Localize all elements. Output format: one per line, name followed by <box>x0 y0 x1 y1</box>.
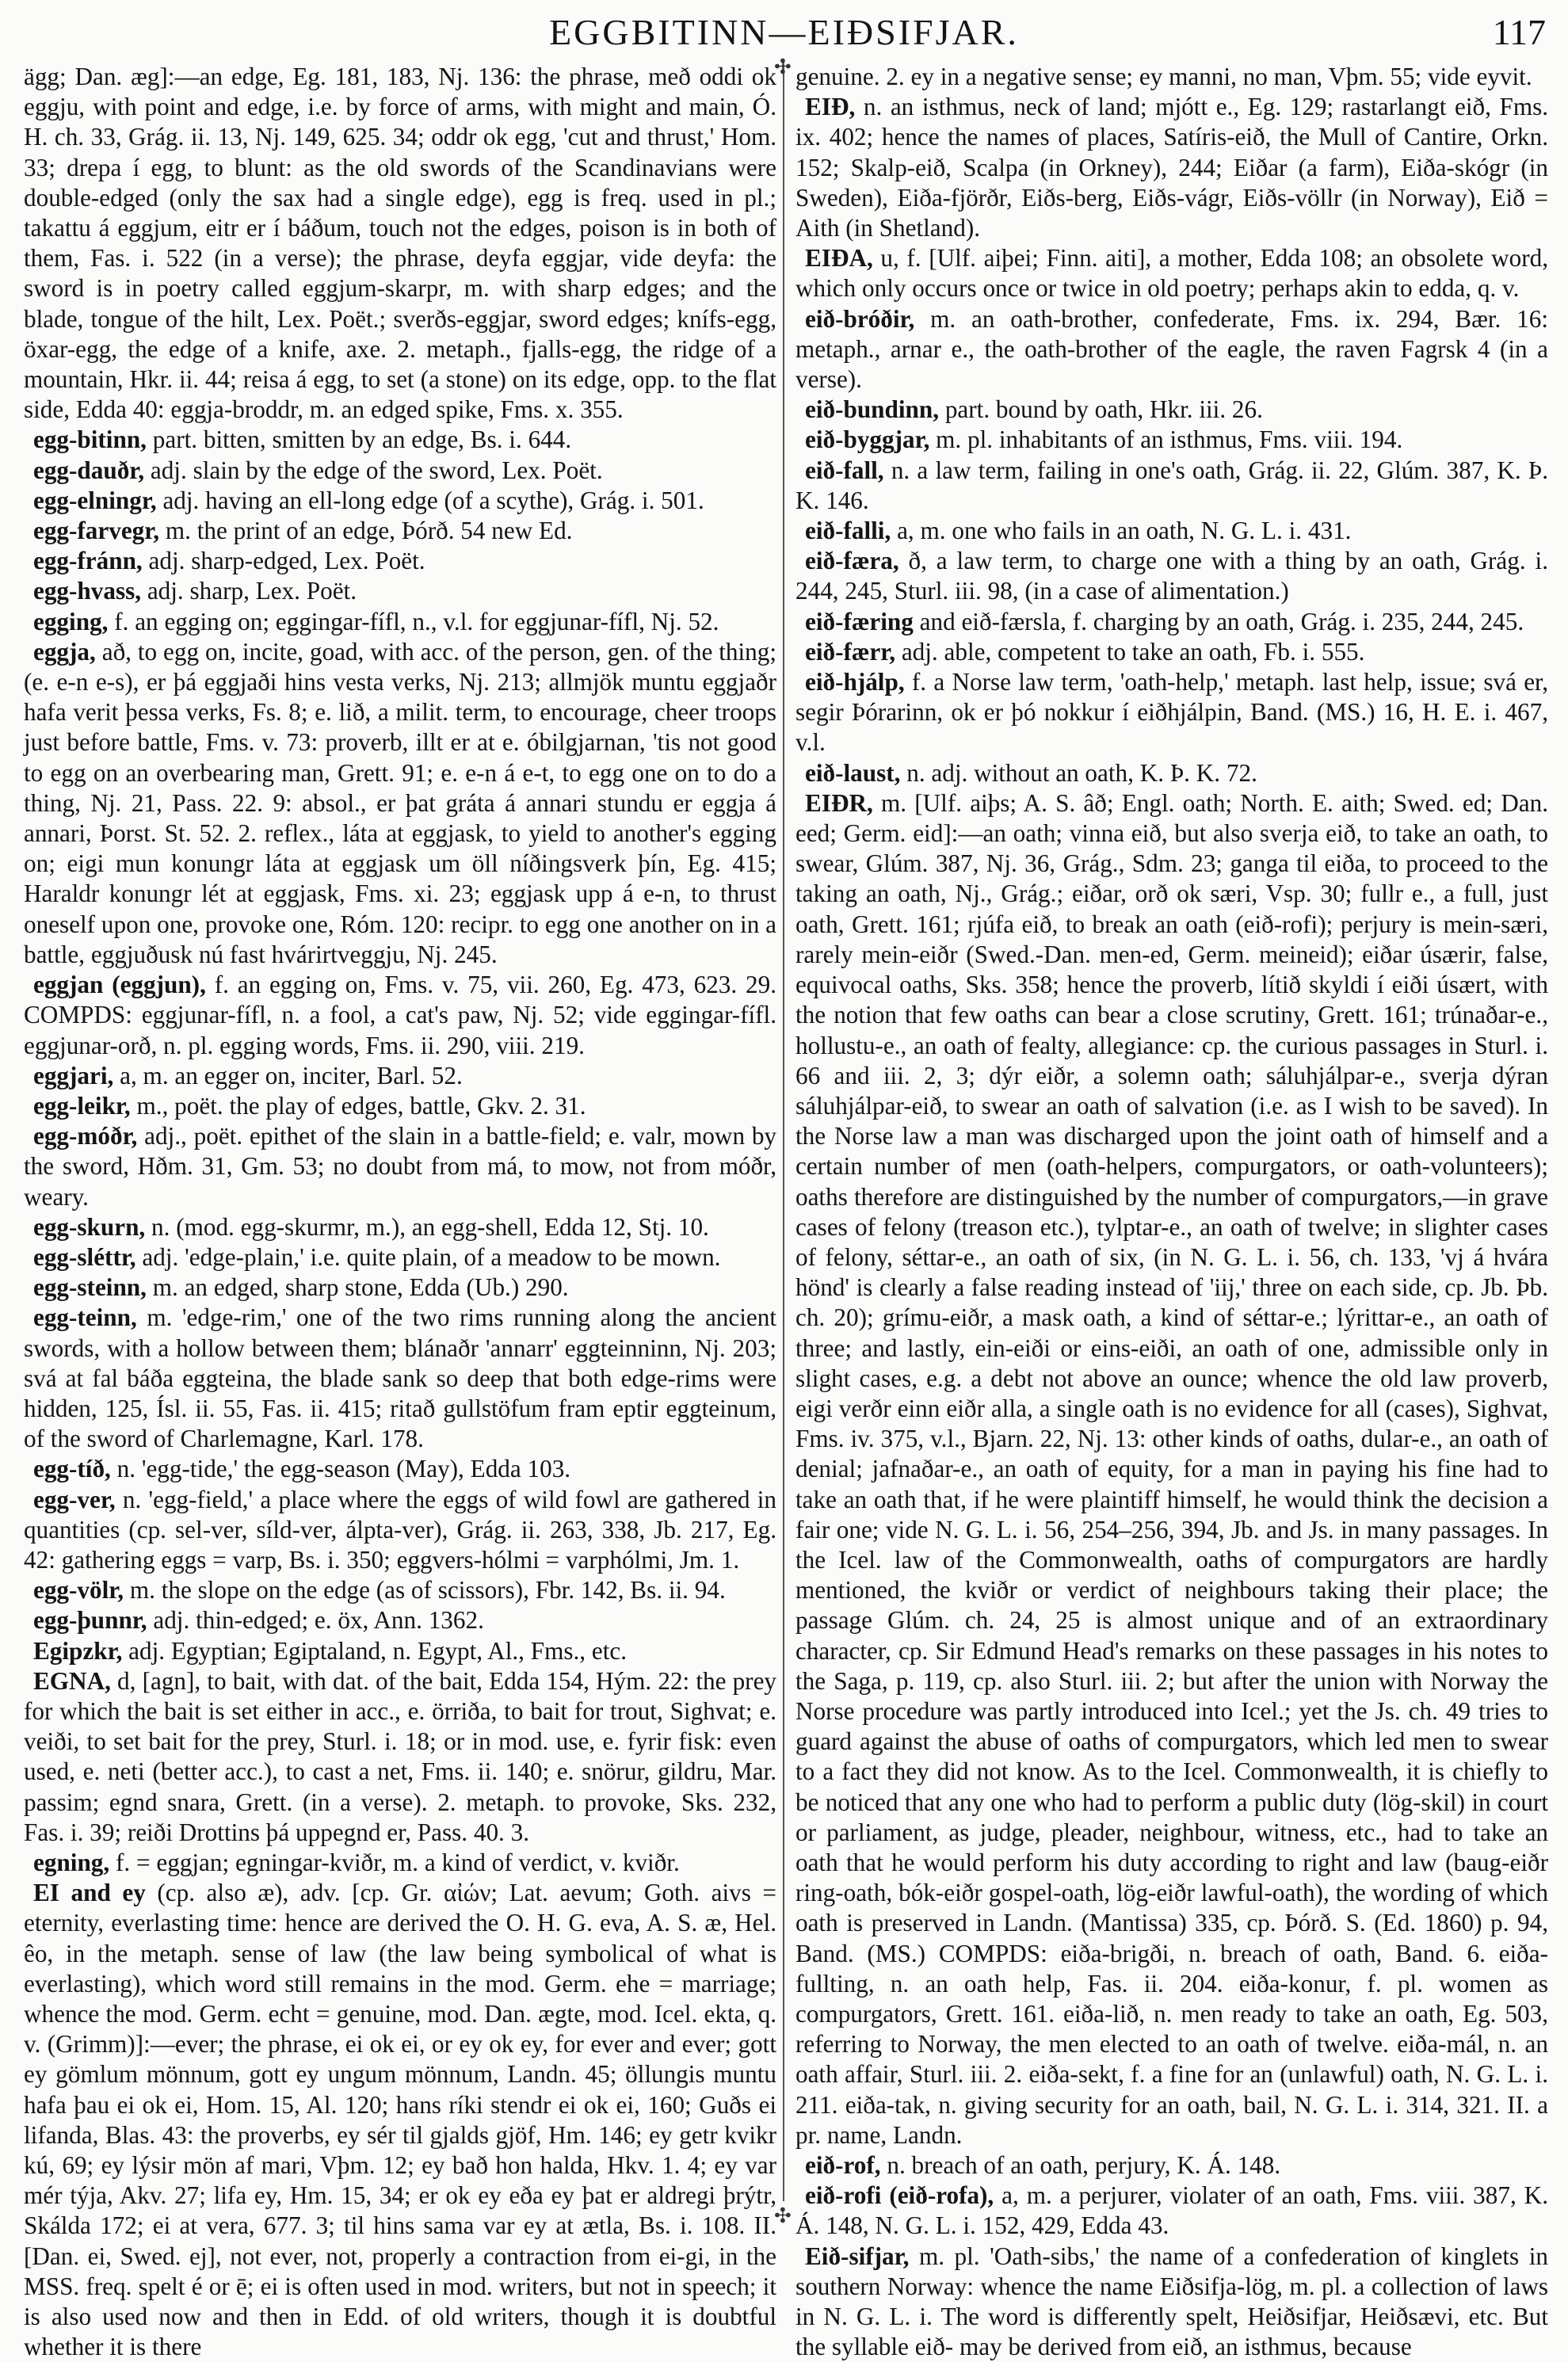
entry-definition: m. an oath-brother, confederate, Fms. ix. 294, Bær. 16: metaph., arnar e., the oath-brother of the eagle, the raven Fagrsk 4 (in a verse). <box>795 304 1549 394</box>
dictionary-entry <box>795 2242 1548 2362</box>
entry-definition: ð, a law term, to charge one with a thing by an oath, Grág. i. 244, 245, Sturl. iii. 98, (in a case of alimentation.) <box>795 547 1549 605</box>
entry-definition: m. an edged, sharp stone, Edda (Ub.) 290. <box>152 1273 569 1302</box>
entry-headword: eið-byggjar, <box>805 425 930 454</box>
entry-headword: egg-farvegr, <box>33 517 160 545</box>
dictionary-entry <box>795 788 1548 2150</box>
entry-definition: n. a law term, failing in one's oath, Grág. ii. 22, Glúm. 387, K. Þ. K. 146. <box>795 456 1549 514</box>
dictionary-entry <box>24 546 776 576</box>
entry-definition: m., poët. the play of edges, battle, Gkv. 2. 31. <box>136 1091 586 1120</box>
entry-headword: eið-hjálp, <box>805 668 905 696</box>
entry-headword: egg-dauðr, <box>33 456 145 484</box>
entry-definition: n. breach of an oath, perjury, K. Á. 148. <box>887 2151 1281 2180</box>
entry-definition: f. a Norse law term, 'oath-help,' metaph. last help, issue; svá er, segir Þórarinn, ok er þó nokkur í eiðhjálpin, Band. (MS.) 16, H. E. i. 467, v.l. <box>795 668 1548 757</box>
entry-definition: n. adj. without an oath, K. Þ. K. 72. <box>906 758 1257 787</box>
dictionary-entry <box>795 243 1548 303</box>
dictionary-entry <box>795 92 1548 243</box>
dictionary-entry <box>24 1242 776 1273</box>
entry-headword: Egipzkr, <box>33 1636 123 1665</box>
entry-headword: EI and ey <box>33 1879 146 1907</box>
entry-headword: egg-skurn, <box>33 1212 146 1241</box>
dictionary-entry <box>795 62 1548 92</box>
dictionary-entry <box>795 456 1548 516</box>
right-column <box>795 62 1549 2361</box>
entry-definition: adj. sharp, Lex. Poët. <box>147 577 357 605</box>
dictionary-entry <box>24 516 776 546</box>
entry-headword: eið-færing <box>805 607 914 635</box>
dictionary-entry <box>24 1485 776 1576</box>
entry-definition: adj. thin-edged; e. öx, Ann. 1362. <box>153 1606 484 1635</box>
entry-definition: d, [agn], to bait, with dat. of the bait, Edda 154, Hým. 22: the prey for which the bait is set either in acc., e. örriða, to bait for trout, Sighvat; e. veiði, to set bait for the prey, Sturl. i. 18; or in mod. use, e. fyrir fisk: even used, e. neti (better acc.), to cast a net, Fms. ii. 140; e. snörur, gildru, Mar. passim; egnd snara, Grett. (in a verse). 2. metaph. to provoke, Sks. 232, Fas. i. 39; reiði Drottins þá uppegnd er, Pass. 40. 3. <box>24 1666 776 1846</box>
entry-definition: part. bitten, smitten by an edge, Bs. i. 644. <box>152 425 572 454</box>
entry-headword: eið-bundinn, <box>805 395 940 424</box>
entry-headword: egg-ver, <box>33 1485 116 1513</box>
entry-definition: m. the slope on the edge (as of scissors), Fbr. 142, Bs. ii. 94. <box>129 1576 726 1605</box>
entry-definition: adj. able, competent to take an oath, Fb. i. 555. <box>901 637 1365 666</box>
entry-definition: ägg; Dan. æg]:—an edge, Eg. 181, 183, Nj. 136: the phrase, með oddi ok eggju, with point and edge, i.e. by force of arms, with might and main, Ó. H. ch. 33, Grág. ii. 13, Nj. 149, 625. 34; oddr ok egg, 'cut and thrust,' Hom. 33; drepa í egg, to blunt: as the old swords of the Scandinavians were double-edged (only the sax had a single edge), egg is freq. used in pl.; takattu á eggjum, eitr er í báðum, touch not the edges, poison is in both of them, Fas. i. 522 (in a verse); the phrase, deyfa eggjar, vide deyfa: the sword is in poetry called eggjum-skarpr, m. with sharp edges; and the blade, tongue of the hilt, Lex. Poët.; sverðs-eggjar, sword edges; knífs-egg, öxar-egg, the edge of a knife, axe. 2. metaph., fjalls-egg, the ridge of a mountain, Hkr. ii. 44; reisa á egg, to set (a stone) on its edge, opp. to the flat side, Edda 40: eggja-broddr, m. an edged spike, Fms. x. 355. <box>24 63 776 424</box>
entry-definition: a, m. an egger on, inciter, Barl. 52. <box>120 1061 463 1089</box>
entry-headword: eið-fall, <box>805 456 884 484</box>
dictionary-entry <box>24 970 776 1061</box>
entry-headword: eið-færa, <box>805 547 899 575</box>
dictionary-entry <box>24 425 776 455</box>
entry-definition: m. [Ulf. aiþs; A. S. âð; Engl. oath; North. E. aith; Swed. ed; Dan. eed; Germ. eid]:—an oath; vinna eið, but also sverja eið, to take an oath, to swear, Glúm. 387, Nj. 36, Grág., Sdm. 23; ganga til eiða, to proceed to the taking an oath, Nj., Grág.; eiðar, orð ok særi, Vsp. 30; fullr e., a full, just oath, Grett. 161; rjúfa eið, to break an oath (eið-rofi); perjury is mein-særi, rarely mein-eiðr (Swed.-Dan. men-ed, Germ. meineid); eiðar úsærir, false, equivocal oaths, Sks. 358; hence the proverb, lítið skyldi í eiði úsært, with the notion that few oaths can bear a close scrutiny, Grett. 161; trúnaðar-e., hollustu-e., an oath of fealty, allegiance: cp. the curious passages in Sturl. i. 66 and iii. 2, 3; dýr eiðr, a solemn oath; sáluhjálpar-e., sverja dýran sáluhjálpar-eið, to swear an oath of salvation (i.e. as I wish to be saved). In the Norse law a man was discharged upon the joint oath of himself and a certain number of men (oath-helpers, compurgators, or oath-volunteers); oaths therefore are distinguished by the number of compurgators,—in grave cases of felony (treason etc.), tylptar-e., an oath of twelve; in slighter cases of felony, séttar-e., an oath of six, (in N. G. L. i. 56, ch. 133, 'vj á hvára hönd' is clearly a false reading instead of 'iij,' three on each side, cp. Jb. Þb. ch. 20); grímu-eiðr, a mask oath, a kind of séttar-e.; lýrittar-e., an oath of three; and lastly, ein-eiði or eins-eiði, an oath of one, admissible only in slight cases, e.g. a debt not above an ounce; whence the old law proverb, eigi verðr einn eiðr alla, a single oath is no evidence for all (cases), Sighvat, Fms. iv. 375, v.l., Bjarn. 22, Nj. 13: other kinds of oaths, dular-e., an oath of denial; jafnaðar-e., an oath of equity, for a man in paying his fine had to take an oath that, if he were plaintiff himself, he would think the decision a fair one; vide N. G. L. i. 56, 254–256, 394, Jb. and Js. in many passages. In the Icel. law of the Commonwealth, oaths of compurgators are hardly mentioned, the kviðr or verdict of neighbours taking their place; the passage Glúm. ch. 24, 25 is almost unique and of an extraordinary character, cp. Sir Edmund Head's remarks on these passages in his notes to the Saga, p. 119, cp. also Sturl. iii. 2; but after the union with Norway the Norse procedure was partly introduced into Icel.; yet the Js. ch. 49 tries to guard against the abuse of oaths of compurgators, which led men to swear to a fact they did not know. As to the Icel. Commonwealth, it is chiefly to be noticed that any one who had to perform a public duty (lög-skil) in court or parliament, as judge, pleader, neighbour, witness, etc., had to take an oath that he would perform his duty according to right and law (baug-eiðr ring-oath, bók-eiðr gospel-oath, lög-eiðr lawful-oath), the wording of which oath is preserved in Landn. (Mantissa) 335, cp. Þórð. S. (Ed. 1860) p. 94, Band. (MS.) COMPDS: eiða-brigði, n. breach of oath, Band. 6. eiða-fullting, n. an oath help, Fas. ii. 204. eiða-konur, f. pl. women as compurgators, Grett. 161. eiða-lið, n. men ready to take an oath, Eg. 503, referring to Norway, the men elected to an oath of twelve. eiða-mál, n. an oath affair, Sturl. iii. 2. eiða-sekt, f. a fine for an (unlawful) oath, N. G. L. i. 211. eiða-tak, n. giving security for an oath, bail, N. G. L. i. 314, 321. II. a pr. name, Landn. <box>795 788 1548 2149</box>
dictionary-entry <box>795 516 1548 546</box>
entry-definition: m. 'edge-rim,' one of the two rims running along the ancient swords, with a hollow between them; blánaðr 'annarr' eggteinninn, Nj. 203; svá at fal báða eggteina, the blade sank so deep that both edge-rims were hidden, 125, Ísl. ii. 55, Fas. ii. 415; ritað gullstöfum fram eptir eggteinum, of the sword of Charlemagne, Karl. 178. <box>24 1303 777 1453</box>
entry-headword: egg-móðr, <box>33 1122 138 1150</box>
dictionary-entry <box>795 667 1548 758</box>
entry-definition: adj. Egyptian; Egiptaland, n. Egypt, Al., Fms., etc. <box>128 1636 628 1665</box>
page-header <box>0 0 1568 59</box>
dictionary-entry <box>24 1273 776 1303</box>
entry-headword: eið-falli, <box>805 517 891 545</box>
dictionary-entry <box>24 1605 776 1635</box>
page-number: 117 <box>1492 12 1546 52</box>
dictionary-entry <box>24 1575 776 1605</box>
entry-headword: EIÐR, <box>805 788 873 817</box>
entry-definition: m. pl. 'Oath-sibs,' the name of a confederation of kinglets in southern Norway: whence the name Eiðsifja-lög, m. pl. a collection of laws in N. G. L. i. The word is differently spelt, Heiðsifjar, Heiðsævi, etc. But the syllable eið- may be derived from eið, an isthmus, because <box>795 2242 1548 2361</box>
entry-headword: egg-hvass, <box>33 577 142 605</box>
entry-definition: a, m. a perjurer, violater of an oath, Fms. viii. 387, K. Á. 148, N. G. L. i. 152, 429, Edda 43. <box>795 2181 1548 2240</box>
entry-definition: u, f. [Ulf. aiþei; Finn. aiti], a mother, Edda 108; an obsolete word, which only occurs once or twice in old poetry; perhaps akin to edda, q. v. <box>795 244 1548 303</box>
entry-definition: að, to egg on, incite, goad, with acc. of the person, gen. of the thing; (e. e-n e-s), er þá eggjaði hins vesta verks, Nj. 213; allmjök muntu eggjaðr hafa verit þessa verks, Fs. 8; e. lið, a milit. term, to encourage, cheer troops just before battle, Fms. v. 73: proverb, illt er at e. óbilgjarnan, 'tis not good to egg on an overbearing man, Grett. 91; e. e-n á e-t, to egg one on to do a thing, Nj. 21, Pass. 22. 9: absol., er þat gráta á annari stundu er eggja á annari, Þorst. St. 52. 2. reflex., láta at eggjask, to yield to another's egging on; eigi mun konungr láta at eggjask um öll níðingsverk þín, Eg. 415; Haraldr konungr lét at eggjask, Fms. xi. 23; eggjask upp á e-n, to thrust oneself upon one, provoke one, Róm. 120: recipr. to egg one another on in a battle, eggjuðusk nú fast hvárirtveggju, Nj. 245. <box>24 637 776 968</box>
entry-definition: adj. sharp-edged, Lex. Poët. <box>148 547 425 575</box>
entry-headword: egg-sléttr, <box>33 1242 136 1271</box>
entry-headword: eið-færr, <box>805 637 896 666</box>
entry-definition: (cp. also æ), adv. [cp. Gr. αἰών; Lat. aevum; Goth. aivs = eternity, everlasting time: hence are derived the O. H. G. eva, A. S. æ, Hel. êo, in the metaph. sense of law (the law being symbolical of what is everlasting), which word still remains in the mod. Germ. ehe = marriage; whence the mod. Germ. echt = genuine, mod. Dan. ægte, mod. Icel. ekta, q. v. (Grimm)]:—ever; the phrase, ei ok ei, or ey ok ey, for ever and ever; gott ey gömlum mönnum, gott ey ungum mönnum, Landn. 45; öllungis muntu hafa þau ei ok ei, Hom. 15, Al. 120; hans ríki stendr ei ok ei, 160; Guðs ei lifanda, Blas. 43: the proverbs, ey sér til gjalds gjöf, Hm. 146; ey getr kvikr kú, 69; ey lýsir mön af mari, Vþm. 12; ey bað hon halda, Hkv. 1. 4; ey var mér týja, Akv. 27; lifa ey, Hm. 15, 34; er ok ey eða ey þat er aldregi þrýtr, Skálda 172; ei at vera, 677. 3; til hins sama var ey at ætla, Bs. i. 108. II. [Dan. ei, Swed. ej], not ever, not, properly a contraction from ei-gi, in the MSS. freq. spelt é or ē; ei is often used in mod. writers, but not in speech; it is also used now and then in Edd. of old writers, though it is doubtful whether it is there <box>24 1879 777 2361</box>
dictionary-entry <box>24 1121 776 1212</box>
entry-definition: adj. 'edge-plain,' i.e. quite plain, of a meadow to be mown. <box>142 1242 721 1271</box>
entry-headword: egg-steinn, <box>33 1273 147 1302</box>
entry-headword: eið-rofi (eið-rofa), <box>805 2181 994 2210</box>
entry-definition: m. the print of an edge, Þórð. 54 new Ed. <box>165 517 573 545</box>
dictionary-entry <box>24 486 776 516</box>
entry-headword: Eið-sifjar, <box>805 2242 910 2270</box>
ornament-bottom-icon: ✣ <box>774 2204 792 2227</box>
entry-definition: n. (mod. egg-skurmr, m.), an egg-shell, Edda 12, Stj. 10. <box>151 1212 709 1241</box>
dictionary-entry <box>24 1454 776 1484</box>
entry-definition: genuine. 2. ey in a negative sense; ey manni, no man, Vþm. 55; vide eyvit. <box>795 63 1532 90</box>
entry-headword: eið-laust, <box>805 758 901 787</box>
entry-headword: eggjari, <box>33 1061 114 1089</box>
dictionary-entry <box>24 62 776 425</box>
entry-headword: eggja, <box>33 637 96 666</box>
dictionary-entry <box>795 2150 1548 2181</box>
entry-headword: eið-rof, <box>805 2151 881 2180</box>
ornament-top-icon: ✣ <box>774 55 792 78</box>
dictionary-entry <box>795 758 1548 788</box>
left-column <box>24 62 777 2361</box>
dictionary-entry <box>24 1303 776 1454</box>
entry-definition: n. an isthmus, neck of land; mjótt e., Eg. 129; rastarlangt eið, Fms. ix. 402; hence the names of places, Satíris-eið, the Mull of Cantire, Orkn. 152; Skalp-eið, Scalpa (in Orkney), 244; Eiðar (a farm), Eiða-skógr (in Sweden), Eiða-fjörðr, Eiðs-berg, Eiðs-vágr, Eiðs-völlr (in Norway), Eið = Aith (in Shetland). <box>795 93 1549 242</box>
dictionary-entry <box>795 637 1548 667</box>
entry-headword: egg-þunnr, <box>33 1606 147 1635</box>
entry-headword: EIÐ, <box>805 93 856 121</box>
entry-headword: egg-elningr, <box>33 486 157 514</box>
entry-headword: EIÐA, <box>805 244 873 273</box>
dictionary-entry <box>795 304 1548 395</box>
entry-definition: adj., poët. epithet of the slain in a battle-field; e. valr, mown by the sword, Hðm. 31, Gm. 53; no doubt from má, to mow, not from móðr, weary. <box>24 1122 777 1211</box>
dictionary-entry <box>795 546 1548 606</box>
entry-definition: adj. slain by the edge of the sword, Lex. Poët. <box>150 456 603 484</box>
entry-headword: egning, <box>33 1848 110 1876</box>
entry-headword: egg-fránn, <box>33 547 143 575</box>
entry-headword: egg-leikr, <box>33 1091 131 1120</box>
dictionary-entry <box>795 607 1548 637</box>
entry-headword: eið-bróðir, <box>805 304 915 333</box>
dictionary-entry <box>795 2181 1548 2241</box>
entry-definition: f. = eggjan; egningar-kviðr, m. a kind of verdict, v. kviðr. <box>115 1848 680 1876</box>
entry-headword: EGNA, <box>33 1666 111 1695</box>
column-divider <box>783 62 784 2201</box>
dictionary-entry <box>24 1636 776 1666</box>
dictionary-entry <box>24 576 776 606</box>
entry-definition: and eið-færsla, f. charging by an oath, Grág. i. 235, 244, 245. <box>919 607 1524 635</box>
entry-headword: egg-bitinn, <box>33 425 147 454</box>
entry-definition: adj. having an ell-long edge (of a scythe), Grág. i. 501. <box>162 486 704 514</box>
entry-definition: a, m. one who fails in an oath, N. G. L. i. 431. <box>897 517 1352 545</box>
entry-definition: f. an egging on, Fms. v. 75, vii. 260, Eg. 473, 623. 29. COMPDS: eggjunar-fífl, n. a fool, a cat's paw, Nj. 52; vide eggingar-fífl. eggjunar-orð, n. pl. egging words, Fms. ii. 290, viii. 219. <box>24 971 777 1059</box>
dictionary-entry <box>795 425 1548 455</box>
entry-definition: part. bound by oath, Hkr. iii. 26. <box>944 395 1263 424</box>
dictionary-entry <box>24 1848 776 1878</box>
entry-headword: egg-teinn, <box>33 1303 137 1332</box>
entry-headword: eggjan (eggjun), <box>33 971 206 999</box>
dictionary-entry <box>24 1212 776 1242</box>
dictionary-entry <box>24 607 776 637</box>
dictionary-entry <box>24 1091 776 1121</box>
entry-definition: m. pl. inhabitants of an isthmus, Fms. viii. 194. <box>936 425 1403 454</box>
dictionary-entry <box>795 395 1548 425</box>
entry-headword: egging, <box>33 607 109 635</box>
entry-definition: n. 'egg-field,' a place where the eggs of wild fowl are gathered in quantities (cp. sel-ver, síld-ver, álpta-ver), Grág. ii. 263, 338, Jb. 217, Eg. 42: gathering eggs = varp, Bs. i. 350; eggvers-hólmi = varphólmi, Jm. 1. <box>24 1485 777 1574</box>
dictionary-entry <box>24 637 776 970</box>
entry-definition: n. 'egg-tide,' the egg-season (May), Edda 103. <box>116 1455 571 1483</box>
dictionary-entry <box>24 456 776 486</box>
dictionary-entry <box>24 1666 776 1848</box>
dictionary-entry <box>24 1878 776 2362</box>
entry-headword: egg-tíð, <box>33 1455 111 1483</box>
entry-definition: f. an egging on; eggingar-fífl, n., v.l. for eggjunar-fífl, Nj. 52. <box>114 607 719 635</box>
entry-headword: egg-völr, <box>33 1576 124 1605</box>
running-title: EGGBITINN—EIÐSIFJAR. <box>549 12 1019 52</box>
dictionary-entry <box>24 1061 776 1091</box>
